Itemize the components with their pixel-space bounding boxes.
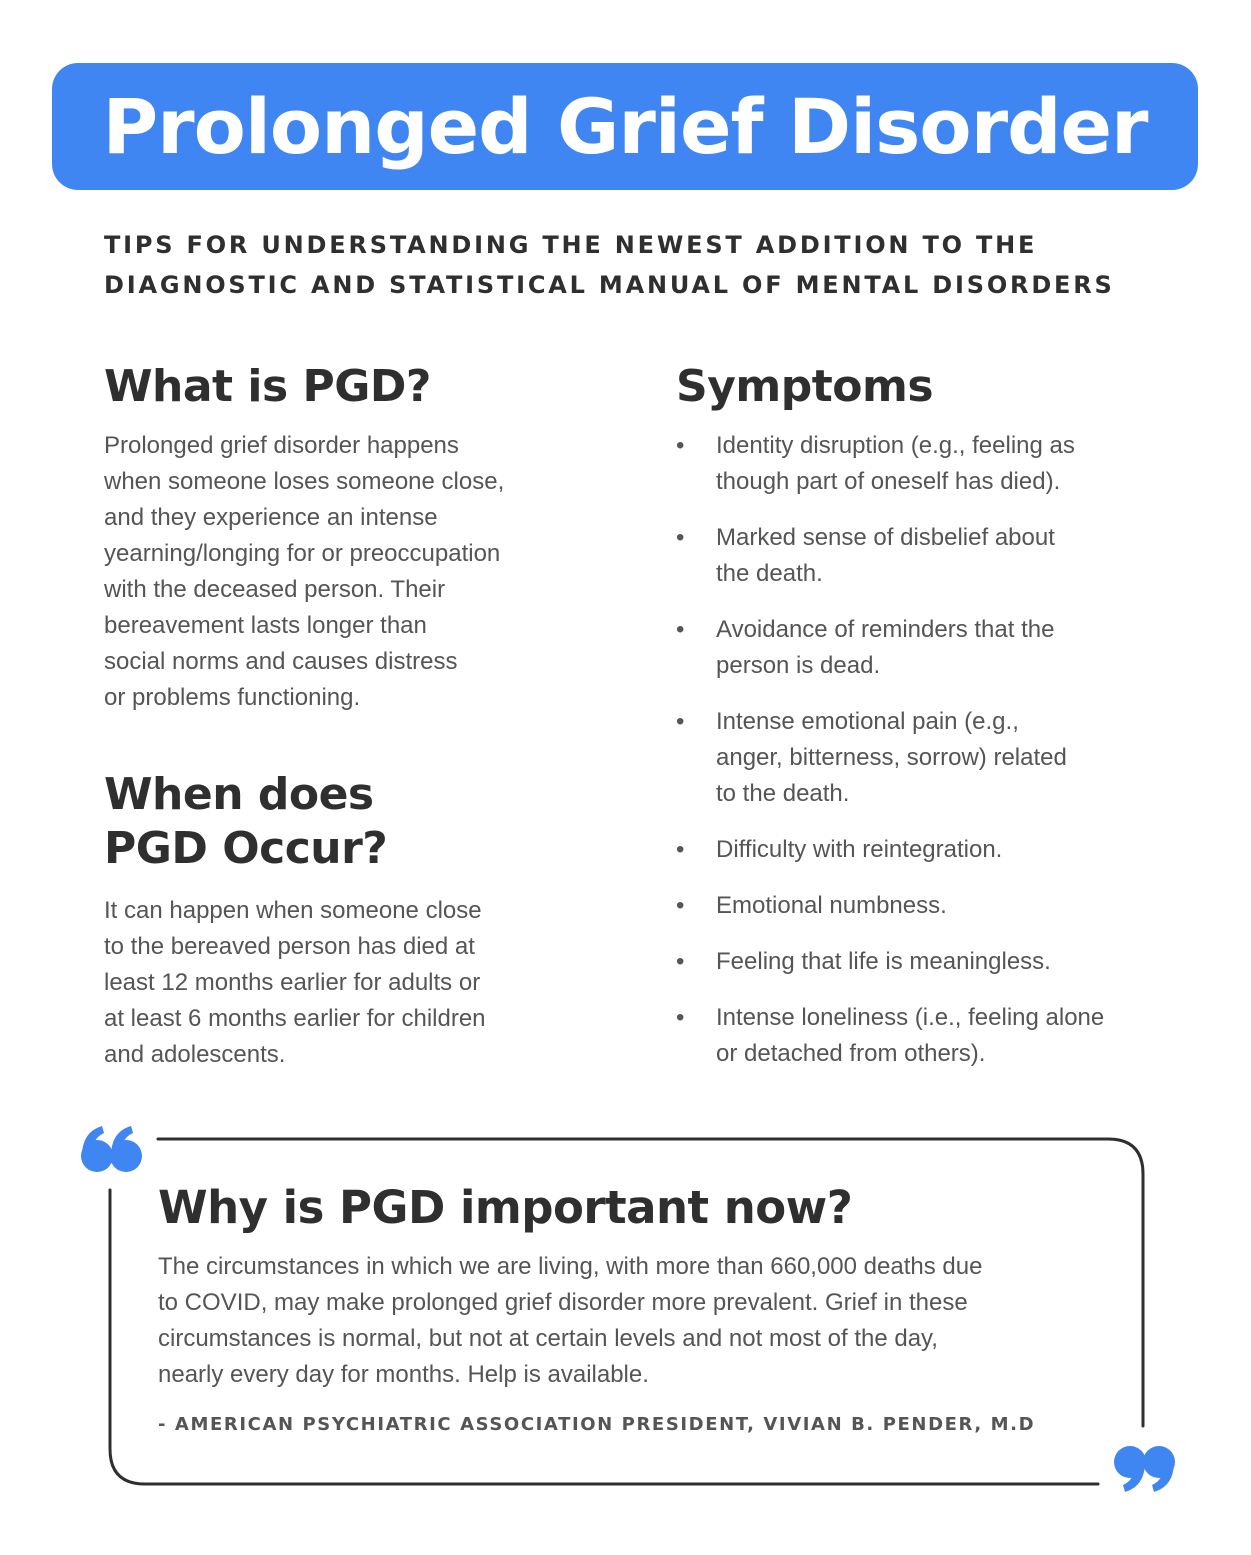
paragraph-line: Prolonged grief disorder happens — [104, 432, 459, 459]
bullet-icon: • — [676, 948, 685, 975]
symptom-line: Intense loneliness (i.e., feeling alone — [716, 1004, 1105, 1031]
paragraph-line: least 12 months earlier for adults or — [104, 969, 481, 996]
symptom-line: the death. — [716, 560, 823, 587]
paragraph-line: yearning/longing for or preoccupation — [104, 540, 501, 567]
symptom-line: Emotional numbness. — [716, 892, 947, 919]
paragraph-line: at least 6 months earlier for children — [104, 1005, 486, 1032]
symptom-item — [676, 1000, 1176, 1072]
paragraph-line: nearly every day for months. Help is available. — [158, 1361, 649, 1388]
paragraph-line: bereavement lasts longer than — [104, 612, 427, 639]
symptom-item — [676, 944, 1176, 980]
open-quote-icon — [81, 1126, 142, 1172]
when-does-paragraph — [104, 893, 486, 1073]
symptom-text — [716, 832, 1176, 868]
paragraph-line: The circumstances in which we are living, with more than 660,000 deaths due — [158, 1253, 983, 1280]
what-is-paragraph — [104, 428, 504, 716]
when-does-heading — [104, 768, 387, 876]
subtitle-line: TIPS FOR UNDERSTANDING THE NEWEST ADDITION TO THE — [104, 231, 1038, 259]
symptom-text — [716, 944, 1176, 980]
paragraph-line: It can happen when someone close — [104, 897, 482, 924]
symptom-item — [676, 704, 1176, 812]
symptom-text — [716, 888, 1176, 924]
page-title: Prolonged Grief Disorder — [102, 81, 1148, 171]
symptom-line: Intense emotional pain (e.g., — [716, 708, 1019, 735]
symptom-item — [676, 612, 1176, 684]
symptom-line: Feeling that life is meaningless. — [716, 948, 1051, 975]
paragraph-line: social norms and causes distress — [104, 648, 458, 675]
symptom-item — [676, 832, 1176, 868]
subtitle-line: DIAGNOSTIC AND STATISTICAL MANUAL OF MENTAL DISORDERS — [104, 271, 1115, 299]
symptom-text — [716, 428, 1176, 500]
why-now-paragraph — [158, 1249, 982, 1393]
paragraph-line: to COVID, may make prolonged grief disorder more prevalent. Grief in these — [158, 1289, 968, 1316]
symptom-item — [676, 520, 1176, 592]
why-now-heading: Why is PGD important now? — [158, 1181, 853, 1234]
paragraph-line: and they experience an intense — [104, 504, 438, 531]
symptom-line: though part of oneself has died). — [716, 468, 1061, 495]
symptom-text — [716, 612, 1176, 684]
bullet-icon: • — [676, 524, 685, 551]
symptoms-heading: Symptoms — [676, 361, 934, 412]
symptom-item — [676, 888, 1176, 924]
symptom-line: Identity disruption (e.g., feeling as — [716, 432, 1075, 459]
paragraph-line: when someone loses someone close, — [104, 468, 505, 495]
symptom-line: Avoidance of reminders that the — [716, 616, 1055, 643]
symptom-item — [676, 428, 1176, 500]
symptom-list — [676, 428, 1176, 1092]
paragraph-line: circumstances is normal, but not at certain levels and not most of the day, — [158, 1325, 938, 1352]
paragraph-line: and adolescents. — [104, 1041, 286, 1068]
symptom-line: anger, bitterness, sorrow) related — [716, 744, 1067, 771]
symptom-text — [716, 520, 1176, 592]
title-banner — [52, 63, 1198, 190]
quote-attribution: - AMERICAN PSYCHIATRIC ASSOCIATION PRESIDENT, VIVIAN B. PENDER, M.D — [158, 1414, 1036, 1435]
paragraph-line: or problems functioning. — [104, 684, 361, 711]
symptom-line: Difficulty with reintegration. — [716, 836, 1003, 863]
symptom-line: person is dead. — [716, 652, 881, 679]
heading-line: PGD Occur? — [104, 823, 388, 874]
symptom-text — [716, 704, 1176, 812]
symptom-text — [716, 1000, 1176, 1072]
bullet-icon: • — [676, 1004, 685, 1031]
bullet-icon: • — [676, 616, 685, 643]
subtitle — [104, 225, 1184, 305]
bullet-icon: • — [676, 892, 685, 919]
paragraph-line: with the deceased person. Their — [104, 576, 446, 603]
symptom-line: or detached from others). — [716, 1040, 986, 1067]
close-quote-icon — [1114, 1446, 1175, 1492]
bullet-icon: • — [676, 432, 685, 459]
symptom-line: Marked sense of disbelief about — [716, 524, 1055, 551]
heading-line: When does — [104, 769, 374, 820]
symptom-line: to the death. — [716, 780, 850, 807]
bullet-icon: • — [676, 836, 685, 863]
paragraph-line: to the bereaved person has died at — [104, 933, 475, 960]
what-is-heading: What is PGD? — [104, 361, 431, 412]
bullet-icon: • — [676, 708, 685, 735]
